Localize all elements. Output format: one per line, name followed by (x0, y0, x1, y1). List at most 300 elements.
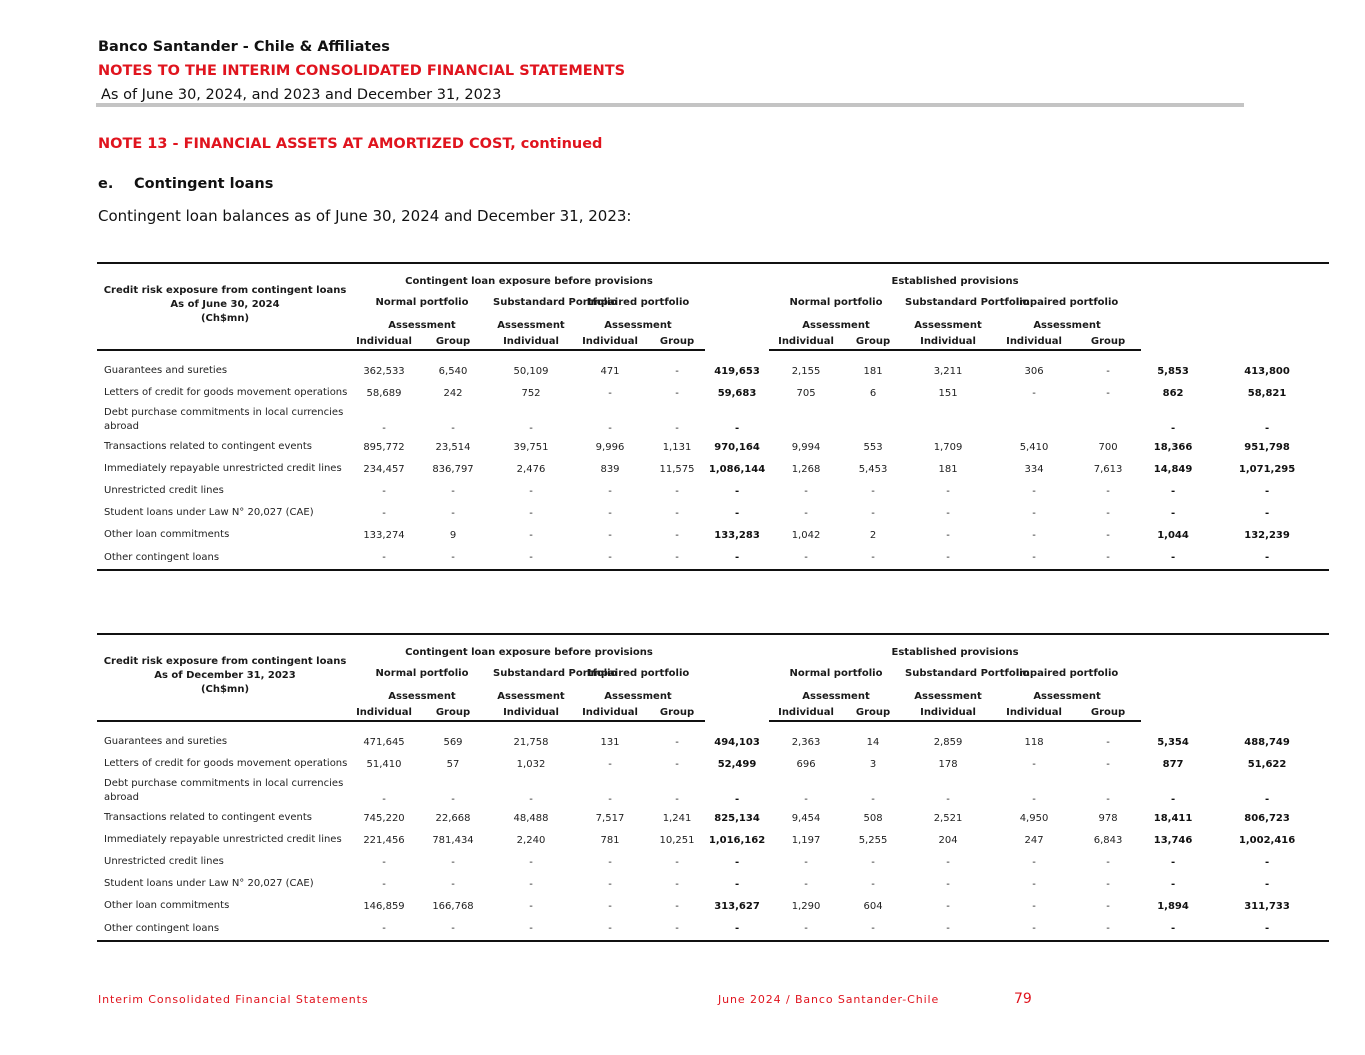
table-row (97, 360, 1329, 382)
header-substandard-portfolio: Substandard Portfolio (905, 296, 1030, 308)
row-value: 2,476 (516, 463, 546, 475)
row-value: - (871, 856, 875, 868)
row-value: - (529, 900, 533, 912)
row-value: - (1106, 878, 1110, 890)
table-row (97, 895, 1329, 917)
header-substandard-portfolio: Substandard Portfolio (905, 667, 1030, 679)
group-header-before-provisions: Contingent loan exposure before provisions (353, 263, 705, 287)
header-spacer (1141, 634, 1205, 721)
table-december-2023 (97, 633, 1329, 942)
row-value: 146,859 (363, 900, 405, 912)
row-value: 22,668 (435, 812, 471, 824)
row-value: 9 (449, 529, 457, 541)
row-value: - (705, 917, 769, 941)
row-value: - (451, 485, 455, 497)
row-value: - (571, 917, 649, 941)
header-group: Group (415, 334, 491, 350)
group-header-established-provisions: Established provisions (769, 634, 1141, 658)
row-value: 51,410 (366, 758, 402, 770)
row-value: - (382, 423, 386, 434)
header-individual: Individual (491, 334, 571, 350)
row-value: - (1032, 794, 1036, 805)
row-value: - (491, 546, 571, 570)
row-value: 5,453 (858, 463, 888, 475)
header-individual: Individual (993, 334, 1075, 350)
row-value: 877 (1162, 758, 1184, 770)
row-label: Transactions related to contingent events (104, 812, 312, 823)
row-label: Other contingent loans (97, 546, 353, 570)
row-value: 413,800 (1244, 365, 1290, 377)
row-value: - (571, 546, 649, 570)
table-row (97, 917, 1329, 941)
table-row (97, 829, 1329, 851)
row-value: 4,950 (1019, 812, 1049, 824)
header-individual: Individual (353, 334, 415, 350)
row-value: - (1106, 365, 1110, 377)
row-value: - (946, 900, 950, 912)
row-value: - (705, 546, 769, 570)
row-value: - (903, 917, 993, 941)
header-divider (96, 103, 1244, 107)
row-value: 51,622 (1247, 758, 1287, 770)
row-value: - (1205, 917, 1329, 941)
header-group: Group (649, 334, 705, 350)
row-value: - (946, 507, 950, 519)
row-value: - (1106, 529, 1110, 541)
table-row (97, 753, 1329, 775)
row-label: Transactions related to contingent events (104, 441, 312, 452)
row-value: 7,517 (595, 812, 625, 824)
row-value: 1,894 (1157, 900, 1189, 912)
row-value: - (1106, 900, 1110, 912)
body-spacer (97, 350, 1329, 360)
row-value: 9,454 (791, 812, 821, 824)
row-value: - (734, 423, 740, 434)
row-value: 1,044 (1157, 529, 1189, 541)
footer-document-name: Interim Consolidated Financial Statements (98, 993, 369, 1006)
row-value: - (382, 794, 386, 805)
group-header-established-provisions: Established provisions (769, 263, 1141, 287)
header-substandard-portfolio: Substandard Portfolio (493, 667, 618, 679)
row-value: 50,109 (513, 365, 549, 377)
row-value: 705 (796, 387, 816, 399)
row-value: - (946, 794, 950, 805)
table-row (97, 546, 1329, 570)
row-value: - (946, 856, 950, 868)
row-value: - (608, 900, 612, 912)
header-assessment: Assessment (1033, 320, 1101, 331)
report-date: As of June 30, 2024, and 2023 and December 31, 2023 (101, 87, 502, 103)
row-value: 1,241 (662, 812, 692, 824)
row-value: - (675, 507, 679, 519)
row-label: Other contingent loans (97, 917, 353, 941)
row-value: 9,996 (595, 441, 625, 453)
row-value: - (353, 917, 415, 941)
header-impaired-portfolio: Impaired portfolio (586, 667, 690, 679)
row-value: 1,002,416 (1238, 834, 1296, 846)
header-spacer (1205, 634, 1329, 721)
header-spacer (97, 334, 353, 350)
header-assessment: Assessment (388, 320, 456, 331)
row-value: 131 (600, 736, 620, 748)
row-value: - (451, 794, 455, 805)
row-value: - (608, 794, 612, 805)
table-row (97, 873, 1329, 895)
row-value: 58,821 (1247, 387, 1287, 399)
header-spacer (705, 263, 769, 350)
row-value: - (529, 485, 533, 497)
group-header-before-provisions: Contingent loan exposure before provisions (353, 634, 705, 658)
header-impaired-portfolio: Impaired portfolio (586, 296, 690, 308)
row-value: - (1264, 856, 1270, 868)
row-value: 895,772 (363, 441, 405, 453)
header-assessment: Assessment (914, 320, 982, 331)
row-value: - (529, 507, 533, 519)
row-value: 2,240 (516, 834, 546, 846)
row-value: 39,751 (513, 441, 549, 453)
header-group: Group (843, 705, 903, 721)
row-value: 752 (521, 387, 541, 399)
row-value: 806,723 (1244, 812, 1290, 824)
row-value: 10,251 (659, 834, 695, 846)
row-value: 3,211 (933, 365, 963, 377)
row-value: 696 (796, 758, 816, 770)
header-normal-portfolio: Normal portfolio (789, 667, 883, 679)
table-row (97, 731, 1329, 753)
header-individual: Individual (353, 705, 415, 721)
row-value: 221,456 (363, 834, 405, 846)
row-value: - (529, 423, 533, 434)
row-value: - (608, 758, 612, 770)
table-as-of: As of December 31, 2023 (154, 669, 296, 681)
header-assessment: Assessment (497, 691, 565, 702)
row-value: - (1032, 387, 1036, 399)
row-value: 181 (938, 463, 958, 475)
row-value: 508 (863, 812, 883, 824)
row-value: 242 (443, 387, 463, 399)
header-group: Group (1075, 334, 1141, 350)
row-value: 58,689 (366, 387, 402, 399)
table-row (97, 807, 1329, 829)
row-value: - (675, 736, 679, 748)
row-value: - (1264, 423, 1270, 434)
row-value: - (734, 856, 740, 868)
row-value: 133,283 (714, 529, 760, 541)
row-value: - (415, 546, 491, 570)
row-value: 419,653 (714, 365, 760, 377)
table-title: Credit risk exposure from contingent loans (103, 284, 347, 296)
row-value: 2,363 (791, 736, 821, 748)
row-value: - (382, 485, 386, 497)
row-value: 247 (1024, 834, 1044, 846)
row-value: - (993, 546, 1075, 570)
table-title-cell (97, 634, 353, 705)
header-impaired-portfolio: Impaired portfolio (1015, 296, 1119, 308)
row-value: - (675, 794, 679, 805)
row-value: 6,843 (1093, 834, 1123, 846)
header-assessment: Assessment (802, 320, 870, 331)
row-value: 700 (1098, 441, 1118, 453)
row-value: 5,853 (1157, 365, 1189, 377)
header-normal-portfolio: Normal portfolio (789, 296, 883, 308)
row-value: - (382, 856, 386, 868)
row-label: Student loans under Law N° 20,027 (CAE) (104, 878, 314, 889)
row-value: - (608, 529, 612, 541)
row-value: 6,540 (438, 365, 468, 377)
row-value (843, 404, 903, 436)
row-value: - (734, 507, 740, 519)
row-value: 978 (1098, 812, 1118, 824)
table-title-cell (97, 263, 353, 334)
row-value: - (451, 423, 455, 434)
row-value: - (1264, 794, 1270, 805)
header-normal-portfolio: Normal portfolio (375, 667, 469, 679)
row-value: - (1032, 856, 1036, 868)
row-value: - (734, 878, 740, 890)
row-value: - (843, 917, 903, 941)
table-row (97, 502, 1329, 524)
row-value: - (608, 423, 612, 434)
row-value: - (675, 365, 679, 377)
section-letter: e. (98, 176, 114, 192)
table-row (97, 382, 1329, 404)
row-value: - (1106, 736, 1110, 748)
row-value: 488,749 (1244, 736, 1290, 748)
note-title: NOTE 13 - FINANCIAL ASSETS AT AMORTIZED COST, continued (98, 136, 603, 152)
row-label: Debt purchase commitments in local currencies abroad (104, 407, 344, 432)
row-value: - (804, 856, 808, 868)
row-value: - (903, 546, 993, 570)
header-individual: Individual (903, 334, 993, 350)
row-value: - (804, 485, 808, 497)
row-value: 951,798 (1244, 441, 1290, 453)
row-value: - (529, 878, 533, 890)
row-label: Unrestricted credit lines (104, 485, 224, 496)
header-impaired-portfolio: Impaired portfolio (1015, 667, 1119, 679)
header-group: Group (843, 334, 903, 350)
row-value: - (1032, 900, 1036, 912)
table-title: Credit risk exposure from contingent loans (103, 655, 347, 667)
row-value: 18,411 (1153, 812, 1193, 824)
row-value: - (608, 878, 612, 890)
row-value: 1,268 (791, 463, 821, 475)
row-value: 569 (443, 736, 463, 748)
row-value: 553 (863, 441, 883, 453)
row-value: 2,521 (933, 812, 963, 824)
row-value: 1,042 (791, 529, 821, 541)
row-value: 1,290 (791, 900, 821, 912)
row-value: - (675, 878, 679, 890)
row-value: 21,758 (513, 736, 549, 748)
row-value: 14 (866, 736, 880, 748)
table-row (97, 436, 1329, 458)
row-label: Other loan commitments (104, 900, 230, 911)
row-value: - (608, 387, 612, 399)
row-value: 862 (1162, 387, 1184, 399)
table-unit: (Ch$mn) (200, 683, 250, 695)
row-value: - (1106, 758, 1110, 770)
row-value: - (1170, 794, 1176, 805)
row-value: - (1032, 878, 1036, 890)
header-normal-portfolio: Normal portfolio (375, 296, 469, 308)
table-unit: (Ch$mn) (200, 312, 250, 324)
row-value: - (608, 856, 612, 868)
row-value: - (871, 878, 875, 890)
row-value: 6 (869, 387, 877, 399)
row-value: - (1106, 485, 1110, 497)
header-spacer (705, 634, 769, 721)
row-value: 781,434 (432, 834, 474, 846)
table-row (97, 524, 1329, 546)
row-value: - (769, 917, 843, 941)
table-row (97, 404, 1329, 436)
row-value: - (529, 856, 533, 868)
row-value: - (415, 917, 491, 941)
header-group: Group (415, 705, 491, 721)
row-value: - (451, 507, 455, 519)
header-individual: Individual (491, 705, 571, 721)
row-value: - (1141, 917, 1205, 941)
row-value: - (871, 485, 875, 497)
header-assessment: Assessment (914, 691, 982, 702)
row-value: 5,255 (858, 834, 888, 846)
row-label: Debt purchase commitments in local currencies abroad (104, 778, 344, 803)
row-value: - (769, 546, 843, 570)
table-row (97, 775, 1329, 807)
header-individual: Individual (769, 334, 843, 350)
row-value: 204 (938, 834, 958, 846)
row-value: - (451, 856, 455, 868)
row-value: - (491, 917, 571, 941)
row-label: Other loan commitments (104, 529, 230, 540)
row-value: - (675, 900, 679, 912)
row-value: - (382, 878, 386, 890)
row-value: - (1032, 758, 1036, 770)
row-value: - (1170, 423, 1176, 434)
row-label: Guarantees and sureties (104, 365, 228, 376)
row-value: - (1032, 485, 1036, 497)
row-value: 494,103 (714, 736, 760, 748)
row-value: 13,746 (1153, 834, 1193, 846)
row-label: Unrestricted credit lines (104, 856, 224, 867)
section-title (98, 176, 273, 192)
row-value: 181 (863, 365, 883, 377)
row-value: - (675, 387, 679, 399)
row-value: - (1264, 878, 1270, 890)
row-value: - (1205, 546, 1329, 570)
page-number: 79 (1014, 991, 1032, 1007)
row-value: - (1170, 856, 1176, 868)
row-value: 48,488 (513, 812, 549, 824)
row-value: 1,016,162 (708, 834, 766, 846)
row-value: 604 (863, 900, 883, 912)
row-value: 59,683 (717, 387, 757, 399)
header-spacer (1141, 263, 1205, 350)
body-spacer (97, 721, 1329, 731)
row-value: 234,457 (363, 463, 405, 475)
header-assessment: Assessment (604, 691, 672, 702)
row-value: - (675, 485, 679, 497)
header-assessment: Assessment (802, 691, 870, 702)
table-row (97, 851, 1329, 873)
row-value: - (675, 529, 679, 541)
row-value: - (675, 856, 679, 868)
company-name: Banco Santander - Chile & Affiliates (98, 39, 390, 55)
row-value: 306 (1024, 365, 1044, 377)
row-value: 471,645 (363, 736, 405, 748)
row-value (993, 404, 1075, 436)
row-value: 970,164 (714, 441, 760, 453)
row-value: - (946, 878, 950, 890)
header-group: Group (1075, 705, 1141, 721)
row-value: 151 (938, 387, 958, 399)
header-individual: Individual (993, 705, 1075, 721)
row-value (1075, 404, 1141, 436)
header-assessment: Assessment (497, 320, 565, 331)
row-value: 166,768 (432, 900, 474, 912)
row-value: 132,239 (1244, 529, 1290, 541)
row-value: 2,155 (791, 365, 821, 377)
row-value: 781 (600, 834, 620, 846)
notes-title: NOTES TO THE INTERIM CONSOLIDATED FINANCIAL STATEMENTS (98, 63, 626, 79)
row-label: Guarantees and sureties (104, 736, 228, 747)
table-row (97, 480, 1329, 502)
row-label: Letters of credit for goods movement operations (104, 758, 348, 769)
row-value: 9,994 (791, 441, 821, 453)
row-value: 311,733 (1244, 900, 1290, 912)
row-value (903, 404, 993, 436)
header-assessment: Assessment (388, 691, 456, 702)
row-value: 1,197 (791, 834, 821, 846)
header-spacer (1205, 263, 1329, 350)
row-value: - (353, 546, 415, 570)
row-value: - (649, 917, 705, 941)
row-value: - (1170, 485, 1176, 497)
row-value: 178 (938, 758, 958, 770)
row-value: 18,366 (1153, 441, 1193, 453)
row-value: 825,134 (714, 812, 760, 824)
row-value: - (871, 794, 875, 805)
row-value: - (675, 758, 679, 770)
row-value: - (804, 507, 808, 519)
row-value: - (804, 878, 808, 890)
row-value: - (946, 529, 950, 541)
row-value: - (946, 485, 950, 497)
row-value: - (1106, 387, 1110, 399)
row-value: 14,849 (1153, 463, 1193, 475)
row-value: 3 (869, 758, 877, 770)
row-value: 1,086,144 (708, 463, 766, 475)
footer-period: June 2024 / Banco Santander-Chile (718, 993, 940, 1006)
table-as-of: As of June 30, 2024 (170, 298, 280, 310)
row-value: - (1170, 507, 1176, 519)
row-value: 1,032 (516, 758, 546, 770)
row-value: - (1264, 485, 1270, 497)
row-value: 2 (869, 529, 877, 541)
row-value: - (382, 507, 386, 519)
row-value: - (1170, 878, 1176, 890)
row-value: 471 (600, 365, 620, 377)
row-value: - (451, 878, 455, 890)
header-spacer (97, 705, 353, 721)
row-value: 23,514 (435, 441, 471, 453)
row-value: 5,354 (1157, 736, 1189, 748)
row-value: 57 (446, 758, 460, 770)
row-value: - (608, 507, 612, 519)
row-value: 334 (1024, 463, 1044, 475)
row-value: - (1141, 546, 1205, 570)
row-value: 313,627 (714, 900, 760, 912)
